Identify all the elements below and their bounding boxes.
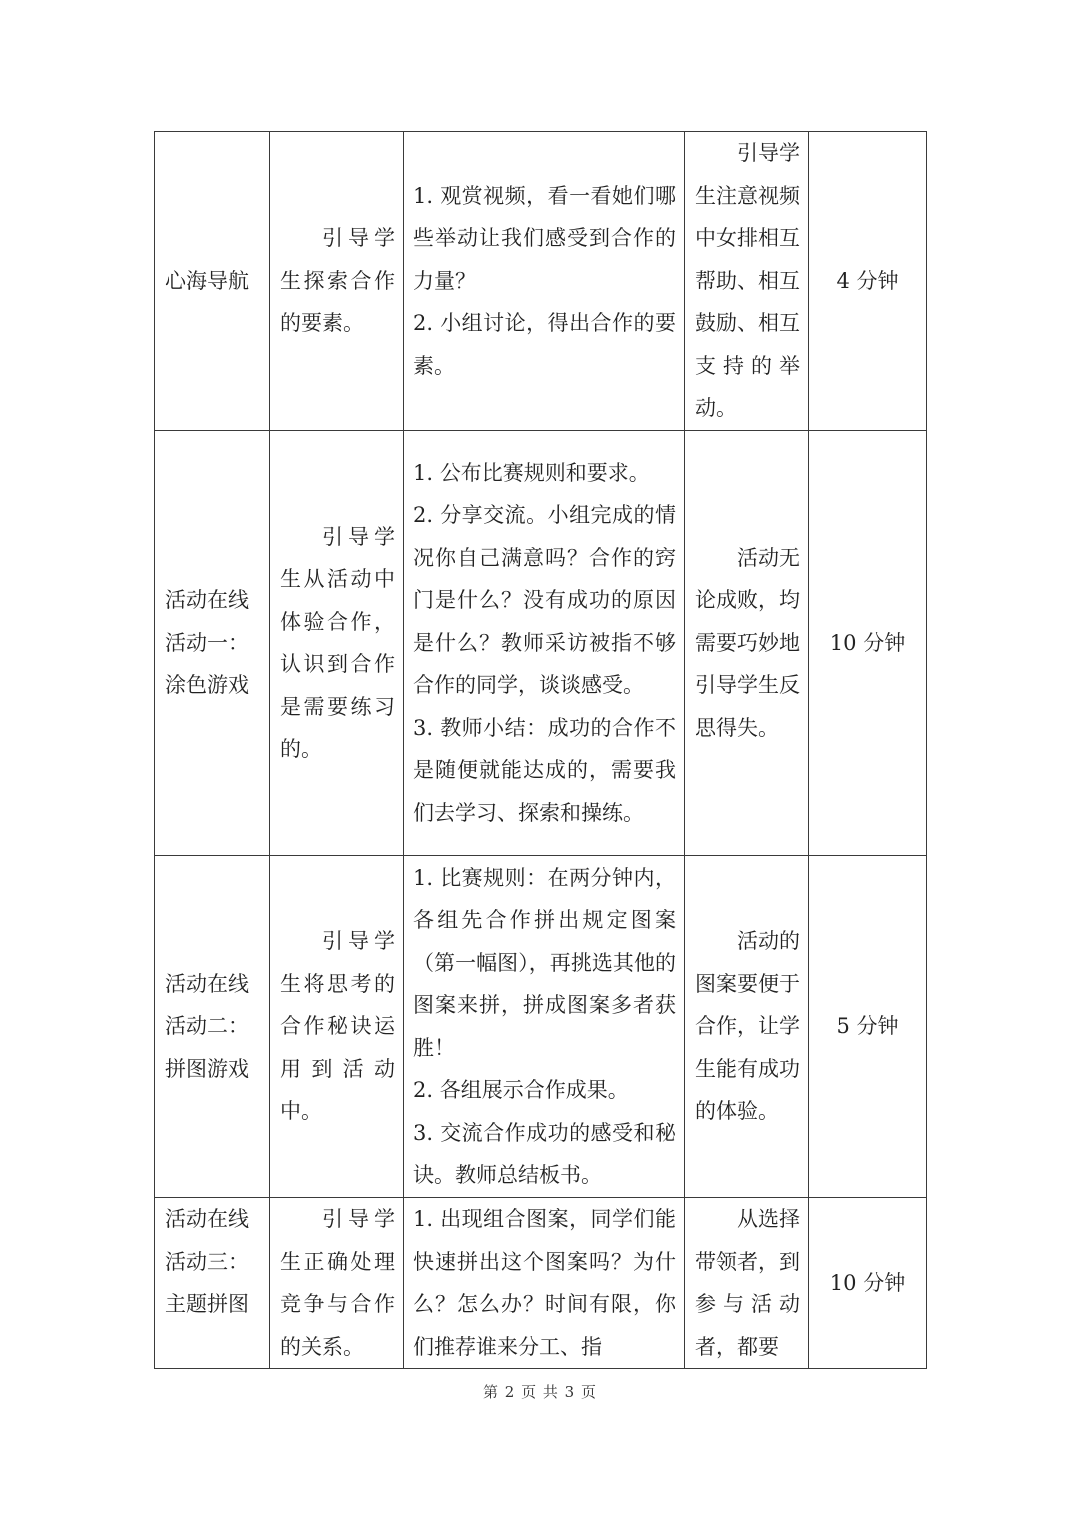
time-cell — [809, 132, 927, 431]
table-row — [155, 856, 927, 1198]
note-cell — [685, 431, 809, 856]
stage-cell — [155, 1198, 270, 1369]
purpose-cell — [270, 132, 404, 431]
process-item: 3. 交流合作成功的感受和秘诀。教师总结板书。 — [413, 1120, 676, 1187]
note-text: 活动的图案要便于合作，让学生能有成功的体验。 — [695, 929, 800, 1124]
table-row — [155, 431, 927, 856]
process-cell — [404, 132, 685, 431]
stage-line: 主题拼图 — [165, 1292, 249, 1316]
page-footer: 第 2 页 共 3 页 — [483, 1383, 597, 1401]
stage-line: 活动一： — [165, 630, 249, 655]
process-item: 2. 各组展示合作成果。 — [413, 1078, 629, 1102]
time-text: 10 分钟 — [829, 1270, 906, 1295]
process-cell — [404, 431, 685, 856]
note-cell — [685, 856, 809, 1198]
stage-line: 活动三： — [165, 1249, 249, 1274]
process-item: 2. 小组讨论，得出合作的要素。 — [413, 311, 676, 378]
note-cell — [685, 132, 809, 431]
note-text: 引导学生注意视频中女排相互帮助、相互鼓励、相互支持的举动。 — [695, 141, 800, 421]
purpose-cell — [270, 856, 404, 1198]
purpose-cell — [270, 1198, 404, 1369]
note-text: 从选择带领者，到参与活动者，都要 — [695, 1207, 800, 1359]
time-cell — [809, 431, 927, 856]
table-row — [155, 132, 927, 431]
stage-cell — [155, 856, 270, 1198]
table-row — [155, 1198, 927, 1369]
stage-line: 拼图游戏 — [165, 1056, 249, 1081]
note-text: 活动无论成败，均需要巧妙地引导学生反思得失。 — [695, 545, 800, 740]
purpose-text: 引导学生探索合作的要素。 — [280, 226, 395, 336]
lesson-plan-table — [154, 131, 927, 1369]
time-text: 4 分钟 — [836, 268, 899, 293]
purpose-cell — [270, 431, 404, 856]
purpose-text: 引导学生将思考的合作秘诀运用到活动中。 — [280, 929, 395, 1124]
process-item: 1. 出现组合图案，同学们能快速拼出这个图案吗？为什么？怎么办？时间有限，你们推荐谁来分工、指 — [413, 1207, 676, 1359]
time-text: 10 分钟 — [829, 630, 906, 655]
process-item: 1. 观赏视频，看一看她们哪些举动让我们感受到合作的力量？ — [413, 183, 676, 293]
stage-cell — [155, 431, 270, 856]
stage-line: 活动在线 — [165, 971, 249, 996]
process-item: 1. 公布比赛规则和要求。 — [413, 460, 650, 485]
stage-line: 活动在线 — [165, 588, 249, 613]
stage-cell — [155, 132, 270, 431]
stage-line: 活动在线 — [165, 1207, 249, 1231]
process-item: 1. 比赛规则：在两分钟内，各组先合作拼出规定图案（第一幅图），再挑选其他的图案来拼，拼成图案多者获胜！ — [413, 865, 676, 1060]
time-text: 5 分钟 — [836, 1014, 899, 1039]
process-cell — [404, 856, 685, 1198]
process-cell — [404, 1198, 685, 1369]
stage-line: 心海导航 — [165, 268, 249, 293]
purpose-text: 引导学生从活动中体验合作，认识到合作是需要练习的。 — [280, 524, 395, 761]
time-cell — [809, 1198, 927, 1369]
stage-line: 涂色游戏 — [165, 673, 249, 698]
process-item: 3. 教师小结：成功的合作不是随便就能达成的，需要我们去学习、探索和操练。 — [413, 715, 676, 825]
note-cell — [685, 1198, 809, 1369]
process-item: 2. 分享交流。小组完成的情况你自己满意吗？合作的窍门是什么？没有成功的原因是什么？教师采访被指不够合作的同学，谈谈感受。 — [413, 503, 676, 698]
stage-line: 活动二： — [165, 1014, 249, 1039]
time-cell — [809, 856, 927, 1198]
purpose-text: 引导学生正确处理竞争与合作的关系。 — [280, 1207, 395, 1359]
